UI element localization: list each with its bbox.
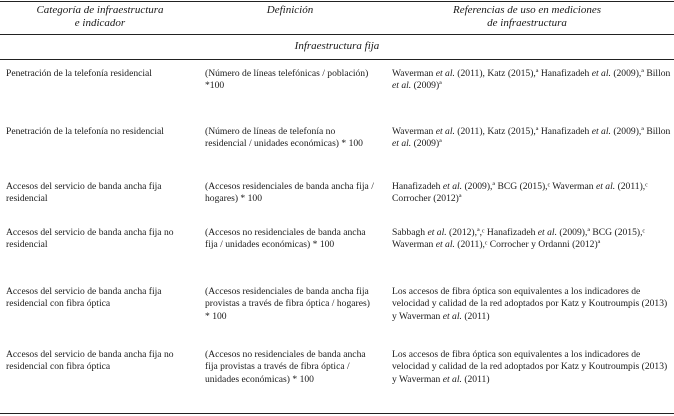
references-cell: Los accesos de fibra óptica son equivalentes a los indicadores de velocidad y calidad de la red adoptados por Katz y Koutroumpis (2013) y Waverman et al. (2011) — [392, 349, 668, 385]
header-category: Categoría de infraestructura e indicador — [36, 4, 164, 29]
indicator-cell: Accesos del servicio de banda ancha fija residencial con fibra óptica — [6, 286, 162, 310]
references-cell: Sabbagh et al. (2012),ª,ᶜ Hanafizadeh et al. (2009),ª BCG (2015),ᶜ Waverman et al. (2011),ᶜ Corrocher y Ordanni (2012)ª — [392, 227, 645, 251]
references-cell: Los accesos de fibra óptica son equivalentes a los indicadores de velocidad y calidad de la red adoptados por Katz y Koutroumpis (2013) y Waverman et al. (2011) — [392, 286, 668, 322]
references-cell: Waverman et al. (2011), Katz (2015),ª Hanafizadeh et al. (2009),ª Billon et al. (2009)ª — [392, 68, 671, 92]
indicator-cell: Accesos del servicio de banda ancha fija no residencial — [6, 227, 174, 251]
definition-cell: (Accesos no residenciales de banda ancha fija / unidades económicas) * 100 — [205, 227, 366, 251]
indicator-cell: Penetración de la telefonía no residencial — [6, 126, 164, 137]
indicator-cell: Accesos del servicio de banda ancha fija residencial — [6, 181, 162, 205]
bottom-rule — [0, 413, 674, 414]
header-references: Referencias de uso en mediciones de infraestructura — [452, 4, 602, 29]
indicator-cell: Penetración de la telefonía residencial — [6, 68, 152, 79]
definition-cell: (Número de líneas telefónicas / población) *100 — [205, 68, 369, 92]
header-rule — [0, 34, 674, 35]
definition-cell: (Accesos no residenciales de banda ancha fija provistas a través de fibra óptica / unidades económicas) * 100 — [205, 349, 366, 385]
indicator-cell: Accesos del servicio de banda ancha fija no residencial con fibra óptica — [6, 349, 174, 373]
references-cell: Hanafizadeh et al. (2009),ª BCG (2015),ᶜ Waverman et al. (2011),ᶜ Corrocher (2012)ª — [392, 181, 648, 205]
definition-cell: (Número de líneas de telefonía no residencial / unidades económicas) * 100 — [205, 126, 363, 150]
definition-cell: (Accesos residenciales de banda ancha fija / hogares) * 100 — [205, 181, 374, 205]
top-rule — [0, 1, 674, 2]
definition-cell: (Accesos residenciales de banda ancha fija provistas a través de fibra óptica / hogares) * 100 — [205, 286, 370, 322]
section-rule — [0, 59, 674, 60]
section-title: Infraestructura fija — [294, 40, 380, 52]
header-definition: Definición — [266, 4, 314, 16]
references-cell: Waverman et al. (2011), Katz (2015),ª Hanafizadeh et al. (2009),ª Billon et al. (2009)ª — [392, 126, 671, 150]
